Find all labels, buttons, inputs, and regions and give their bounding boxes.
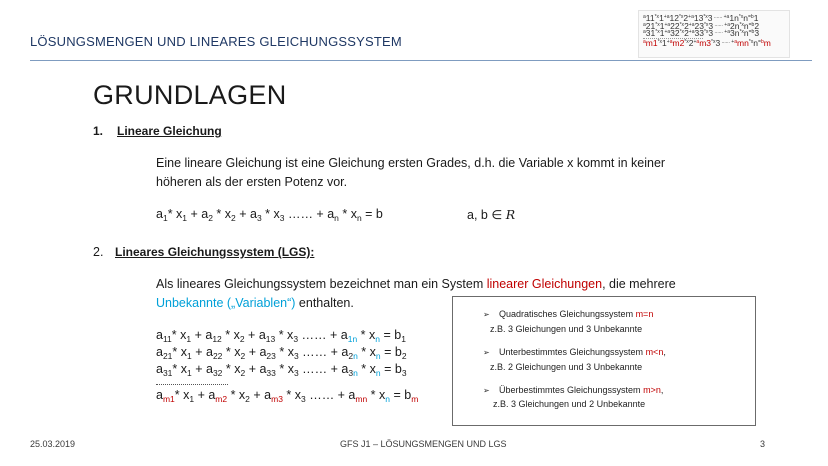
system-type-quadratic <box>483 309 653 319</box>
section2-text-part2: , die mehrere <box>602 277 676 291</box>
domain-prefix: a, b ∈ <box>467 208 506 222</box>
section2-text-part3: enthalten. <box>295 296 354 310</box>
system-equation-row-2: $a_{21}*$ $x_1 + a_{22} * x_2 + a_{23} * x_3$ …… + $a_{2n} * x_n = b_2$ <box>156 345 407 361</box>
system-type-underdetermined <box>483 347 666 357</box>
underdetermined-label: Unterbestimmtes Gleichungssystem <box>499 347 646 357</box>
section2-heading: Lineares Gleichungssystem (LGS): <box>115 245 315 259</box>
arrowhead-bullet-icon: ➢ <box>483 386 490 395</box>
arrowhead-bullet-icon: ➢ <box>483 348 490 357</box>
overdetermined-condition: m>n <box>643 385 661 395</box>
system-equation-row-m: $a_{m1}*$ $x_1 + a_{m2} * x_2 + a_{m3} * x_3$ …… + $a_{mn} * x_n = b_m$ <box>156 388 419 404</box>
underdetermined-example: z.B. 2 Gleichungen und 3 Unbekannte <box>490 362 643 372</box>
equation-system-thumbnail: $a_{11}*x_1+a_{12}*x_2+a_{13}*x_3$ ...... $+a_{1n}*x_n=b_1$ $a_{21}*x_1+a_{22}*x_2+a_{23}*x_3$ ...... $+a_{2n}*x_n=b_2$ $a_{31}*x_1+a_{32}*x_2+a_{33}*x_3$ ...... $+a_{3n}*x_n=b_3$ $a_{m1}*x_1+a_{m2}*x_2+a_{m3}*x_3$ ...... $+a_{mn}*x_n=b_m$ <box>638 10 790 58</box>
linear-equation-formula: $a_1*$ $x_1 + a_2 * x_2 + a_3 * x_3$ …… + $a_n * x_n = b$ <box>156 207 383 223</box>
quadratic-condition: m=n <box>635 309 654 319</box>
overdetermined-example: z.B. 3 Gleichungen und 2 Unbekannte <box>493 399 646 409</box>
section1-paragraph <box>156 154 665 192</box>
section2-number: 2. <box>93 245 104 259</box>
system-equation-row-1: $a_{11}*$ $x_1 + a_{12} * x_2 + a_{13} * x_3$ …… + $a_{1n} * x_n = b_1$ <box>156 328 406 344</box>
system-ellipsis-divider <box>156 384 228 385</box>
header-title: LÖSUNGSMENGEN UND LINEARES GLEICHUNGSSYSTEM <box>30 34 402 49</box>
section1-paragraph-line2: höheren als der ersten Potenz vor. <box>156 175 348 189</box>
underdetermined-comma: , <box>663 347 666 357</box>
section2-text-part1: Als lineares Gleichungssystem bezeichnet man ein System <box>156 277 487 291</box>
system-equation-row-3: $a_{31}*$ $x_1 + a_{32} * x_2 + a_{33} * x_3$ …… + $a_{3n} * x_n = b_3$ <box>156 362 407 378</box>
page-number: 3 <box>760 439 766 449</box>
section1-heading: Lineare Gleichung <box>117 124 222 138</box>
coefficient-domain <box>467 207 515 222</box>
page-title: GRUNDLAGEN <box>93 80 287 110</box>
linear-equations-highlight: linearer Gleichungen <box>486 277 603 291</box>
quadratic-example: z.B. 3 Gleichungen und 3 Unbekannte <box>490 324 643 334</box>
system-type-overdetermined <box>483 385 663 395</box>
section1-paragraph-line1: Eine lineare Gleichung ist eine Gleichung ersten Grades, d.h. die Variable x kommt in keiner <box>156 156 666 170</box>
unknowns-highlight: Unbekannte („Variablen“) <box>156 296 296 310</box>
underdetermined-condition: m<n <box>645 347 664 357</box>
footer-title: GFS J1 – LÖSUNGSMENGEN UND LGS <box>340 439 507 449</box>
arrowhead-bullet-icon: ➢ <box>483 310 490 319</box>
overdetermined-comma: , <box>660 385 664 395</box>
quadratic-label: Quadratisches Gleichungssystem <box>499 309 636 319</box>
real-numbers-symbol: R <box>505 207 516 222</box>
section1-number: 1. <box>93 124 104 138</box>
header-divider <box>30 60 812 61</box>
footer-date: 25.03.2019 <box>30 439 76 449</box>
overdetermined-label: Überbestimmtes Gleichungssystem <box>499 385 644 395</box>
system-types-box <box>452 296 756 426</box>
